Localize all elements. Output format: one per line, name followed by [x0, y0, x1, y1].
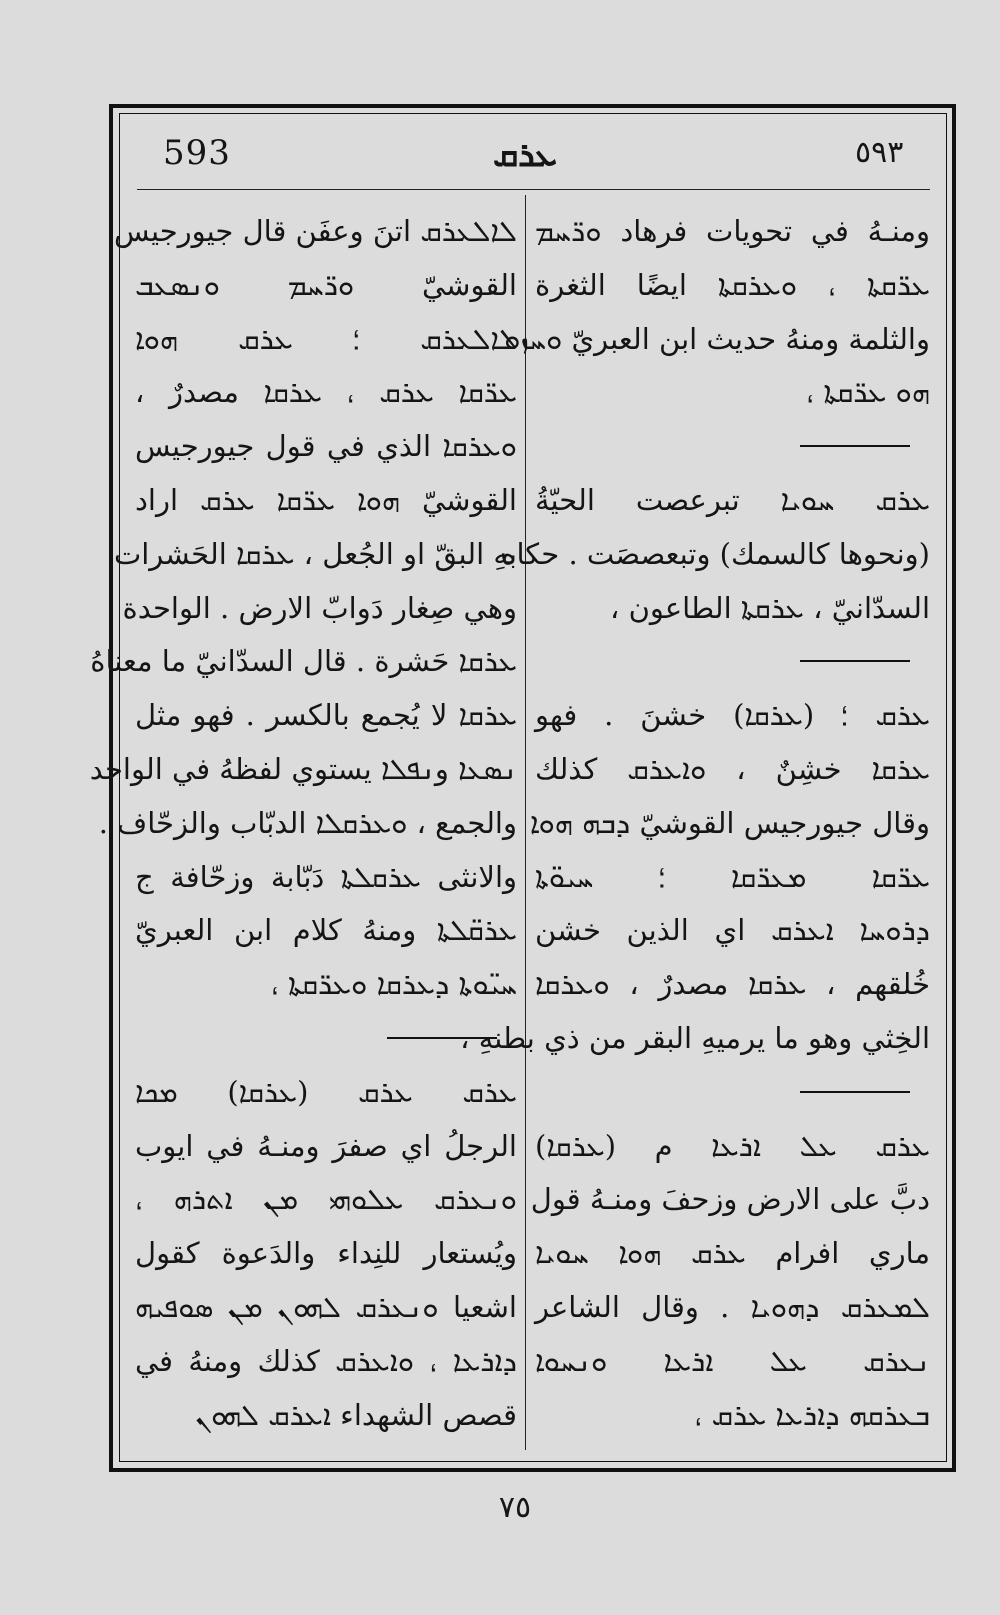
text-line: ܥܪܩܐ لا يُجمع بالكسر . فهو مثل	[135, 698, 517, 733]
text-line: ܥܪ̈ܩܬܐ ، ܘܥܪܩܬܐ ايضًا الثغرة	[535, 267, 930, 302]
text-line: ܘܥܪܩܐ الذي في قول جيورجيس	[135, 429, 517, 464]
text-line: ܠܡܥܪܩ ܕܗܘܝܐ . وقال الشاعر	[535, 1289, 930, 1324]
text-line: ܥܪܩܐ خشِنٌ ، ܘܐܥܪܩ كذلك	[535, 751, 930, 786]
text-line: (ونحوها كالسمك) وتبعصصَت . حكاه	[501, 536, 930, 571]
text-line: ويُستعار للنِداء والدَعوة كقول	[135, 1236, 517, 1271]
text-line: ܚܝ̈ܘܬܐ ܕܥܪܩܐ ܘܥܪ̈ܩܬܐ ،	[270, 967, 517, 1002]
text-line: اشعيا ܘܢܥܪܩ ܠܗܘܢ ܡܢ ܣܘܦܝܗ	[135, 1289, 517, 1324]
text-line: ܥܪܩܐ حَشرة . قال السدّانيّ ما معناهُ	[90, 644, 517, 679]
column-divider	[525, 195, 526, 1450]
text-line: الخِثي وهو ما يرميهِ البقر من ذي بطنهِ ،	[460, 1020, 930, 1055]
section-separator	[135, 1012, 517, 1066]
text-line: قصص الشهداء ܐܥܪܩ ܠܗܘܢ	[195, 1397, 517, 1432]
text-line: الرجلُ اي صفرَ ومنـهُ في ايوب	[135, 1128, 517, 1163]
text-line: وقال جيورجيس القوشيّ ܕܒܗ ܗܘܐ	[529, 805, 930, 840]
right-column	[460, 205, 930, 1442]
section-separator	[535, 635, 930, 689]
text-line: ܕܪܘܚܐ ܐܥܪܩ اي الذين خشن	[535, 913, 930, 948]
text-line: خُلقهم ، ܥܪܩܐ مصدرٌ ، ܘܥܪܩܐ	[535, 967, 930, 1002]
text-line: ܠܐܠܥܪܩ اتنَ وعفَن قال جيورجيس	[114, 214, 517, 248]
text-line: والثلمة ومنهُ حديث ابن العبريّ ܘܚܙܘ	[504, 321, 930, 356]
text-line: ܥܪܩ ؛ (ܥܪܩܐ) خشنَ . فهو	[535, 698, 930, 733]
text-line: ܗܘ ܥܪ̈ܩܬܐ ،	[806, 375, 930, 410]
text-line: ماري افرام ܥܪܩ ܗܘܐ ܚܘܝܐ	[535, 1236, 930, 1271]
footer-page-number: ٧٥	[498, 1490, 532, 1525]
text-line: دبَّ على الارض وزحفَ ومنـهُ قول	[530, 1182, 930, 1217]
text-line: وهي صِغار دَوابّ الارض . الواحدة	[122, 590, 517, 625]
text-line: ܒܥܪܩܗ ܕܐܪܥܐ ܥܪܩ ،	[694, 1397, 930, 1432]
text-line: ܥܪܩ ܥܪܩ (ܥܪܩܐ) ܡܟܐ	[135, 1074, 517, 1109]
text-line: ܘܢܥܪܩ ܥܠܘܗܝ ܡܢ ܐܬܪܗ ،	[135, 1182, 517, 1217]
text-line: القوشيّ ܗܘܐ ܥܪ̈ܩܐ ܥܪܩ اراد	[135, 482, 517, 517]
page-number-arabic: ٥٩٣	[855, 135, 904, 170]
text-line: ܥܪܩ ܥܠ ܐܪܥܐ م (ܥܪܩܐ)	[535, 1128, 930, 1163]
text-line: ܢܥܪܩ ܥܠ ܐܪܥܐ ܘܢܚܘܐ	[535, 1343, 930, 1378]
text-line: القوشيّ ܘܪ̈ܚܡ ܘܢܣܥܒ	[135, 267, 517, 302]
section-separator	[535, 1066, 930, 1120]
text-line: السدّانيّ ، ܥܪܩܬܐ الطاعون ،	[610, 590, 930, 625]
header-rule	[137, 189, 930, 190]
text-line: بهِ البقّ او الجُعل ، ܥܪܩܐ الحَشرات	[113, 536, 517, 571]
section-separator	[535, 420, 930, 474]
left-column	[89, 205, 517, 1442]
text-line: ܥܪ̈ܩܐ ܥܪܩ ، ܥܪܩܐ مصدرٌ ،	[135, 375, 517, 410]
text-line: ܥܪܩ̈ܠܬܐ ومنهُ كلام ابن العبريّ	[135, 913, 517, 948]
text-line: ܕܐܪܥܐ ، ܘܐܥܪܩ كذلك ومنهُ في	[135, 1343, 517, 1378]
text-line: ܠܐܠܥܪܩ ؛ ܥܪܩ ܗܘܐ	[135, 321, 517, 356]
text-line: ܢܣܥܐ وܢܦܠܐ يستوي لفظهُ في الواحد	[89, 751, 517, 786]
text-line: والانثى ܥܪܩܠܬܐ دَبّابة وزحّافة ج	[135, 859, 517, 894]
text-line: ܥܪܩ ܚܘܝܐ تبرعصت الحيّةُ	[535, 482, 930, 517]
text-line: ܥܪ̈ܩܐ ܡܥܪ̈ܩܐ ؛ ܚܝܘ̈ܬܐ	[535, 859, 930, 894]
page-number-latin: 593	[163, 133, 231, 173]
text-line: ومنـهُ في تحويات فرهاد ܘܪ̈ܚܡ	[535, 214, 930, 248]
text-line: والجمع ، ܘܥܪܩܠܐ الدبّاب والزحّاف .	[98, 805, 517, 840]
running-head: ܥܪܩ	[492, 135, 558, 175]
